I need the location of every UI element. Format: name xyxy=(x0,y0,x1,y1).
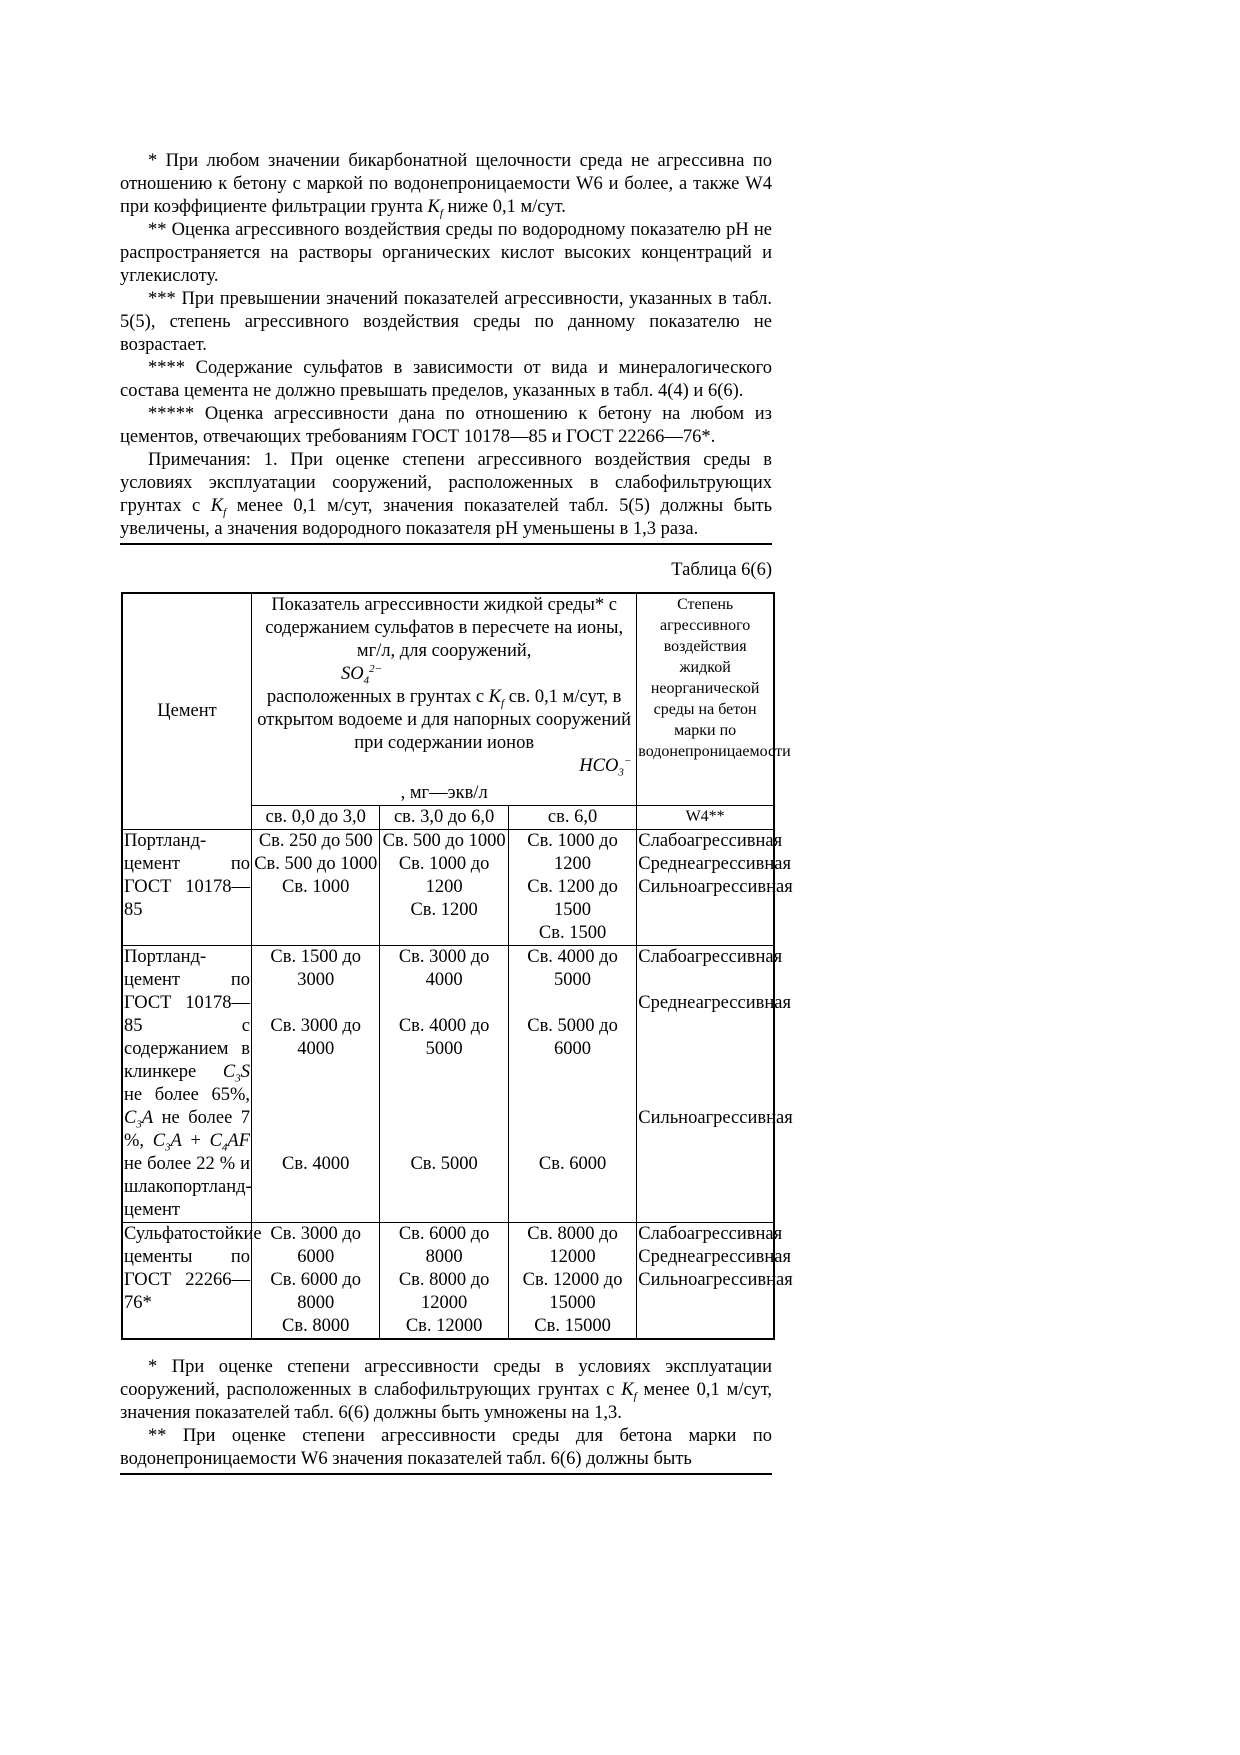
value-cell: Св. 3000 до 4000 Св. 4000 до 5000 Св. 5000 xyxy=(380,946,508,1223)
subcol-3: св. 6,0 xyxy=(508,806,636,830)
group-1 xyxy=(122,830,774,946)
sulfate-table xyxy=(121,592,793,1340)
header-degree: Степень агрессивного воздействия жидкой неорганической среды на бетон марки по водонепроницаемости xyxy=(637,593,774,806)
footnote-2: ** Оценка агрессивного воздействия среды по водородному показателю pH не распространяется на растворы органических кислот высоких концентраций и углекислоту. xyxy=(120,220,772,286)
table-footnotes xyxy=(120,1356,772,1475)
divider xyxy=(120,543,772,545)
table-footnote-2: ** При оценке степени агрессивности среды для бетона марки по водонепроницаемости W6 значения показателей табл. 6(6) должны быть xyxy=(120,1426,772,1469)
cement-name: Портланд-цемент по ГОСТ 10178—85 xyxy=(122,830,252,946)
cement-name: Портланд-цемент по ГОСТ 10178—85 с содержанием в клинкере $C_3S$ не более 65%, $C_3A$ не более 7 %, $C_3A + C_4AF$ не более 22 % и шлакопортланд-цемент xyxy=(122,946,252,1223)
footnote-1: * При любом значении бикарбонатной щелочности среда не агрессивна по отношению к бетону с маркой по водонепроницаемости W6 и более, а также W4 при коэффициенте фильтрации грунта $K_f$ ниже 0,1 м/сут. xyxy=(120,151,772,220)
document-column xyxy=(120,150,793,1475)
footnote-3: *** При превышении значений показателей агрессивности, указанных в табл. 5(5), степень агрессивного воздействия среды по данному показателю не возрастает. xyxy=(120,289,772,355)
degree-cell: Слабоагрессивная Среднеагрессивная Сильноагрессивная xyxy=(637,830,774,946)
footnote-5: ***** Оценка агрессивности дана по отношению к бетону на любом из цементов, отвечающих требованиям ГОСТ 10178—85 и ГОСТ 22266—76*. xyxy=(120,404,772,447)
cement-name: Сульфатостойкие цементы по ГОСТ 22266—76* xyxy=(122,1223,252,1340)
so4-formula: $SO_4^{2-}$ xyxy=(341,662,383,687)
bottom-divider xyxy=(120,1473,772,1475)
value-cell: Св. 500 до 1000 Св. 1000 до 1200 Св. 1200 xyxy=(380,830,508,946)
subcol-mark: W4** xyxy=(637,806,774,830)
value-cell: Св. 1500 до 3000 Св. 3000 до 4000 Св. 4000 xyxy=(252,946,380,1223)
subcol-1: св. 0,0 до 3,0 xyxy=(252,806,380,830)
value-cell: Св. 1000 до 1200 Св. 1200 до 1500 Св. 1500 xyxy=(508,830,636,946)
group-3 xyxy=(122,1223,774,1340)
value-cell: Св. 6000 до 8000 Св. 8000 до 12000 Св. 12000 xyxy=(380,1223,508,1340)
value-cell: Св. 3000 до 6000 Св. 6000 до 8000 Св. 8000 xyxy=(252,1223,380,1340)
value-cell: Св. 8000 до 12000 Св. 12000 до 15000 Св. 15000 xyxy=(508,1223,636,1340)
header-cement: Цемент xyxy=(122,593,252,830)
value-cell: Св. 4000 до 5000 Св. 5000 до 6000 Св. 6000 xyxy=(508,946,636,1223)
footnote-4: **** Содержание сульфатов в зависимости от вида и минералогического состава цемента не должно превышать пределов, указанных в табл. 4(4) и 6(6). xyxy=(120,358,772,401)
value-cell: Св. 250 до 500 Св. 500 до 1000 Св. 1000 xyxy=(252,830,380,946)
table-footnote-1: * При оценке степени агрессивности среды в условиях эксплуатации сооружений, расположенных в слабофильтрующих грунтах с $K_f$ менее 0,1 м/сут, значения показателей табл. 6(6) должны быть умножены на 1,3. xyxy=(120,1357,773,1423)
degree-cell: Слабоагрессивная Среднеагрессивная Сильноагрессивная xyxy=(637,1223,774,1340)
header-row xyxy=(122,593,774,806)
group-2 xyxy=(122,946,774,1223)
notes: Примечания: 1. При оценке степени агрессивного воздействия среды в условиях эксплуатации сооружений, расположенных в слабофильтрующих грунтах с $K_f$ менее 0,1 м/сут, значения показателей табл. 5(5) должны быть увеличены, а значения водородного показателя pH уменьшены в 1,3 раза. xyxy=(120,450,773,539)
kf-symbol: K xyxy=(427,197,440,217)
table-caption: Таблица 6(6) xyxy=(671,560,772,580)
hco3-formula: $HCO_3^-$ xyxy=(579,754,632,779)
subcol-2: св. 3,0 до 6,0 xyxy=(380,806,508,830)
degree-cell: Слабоагрессивная Среднеагрессивная Сильноагрессивная xyxy=(637,946,774,1223)
header-indicator: Показатель агрессивности жидкой среды* с содержанием сульфатов в пересчете на ионы, мг/л, для сооружений, $SO_4^{2-}$ расположенных в грунтах с $K_f$ св. 0,1 м/сут, в открытом водоеме и для напорных сооружений при содержании ионов $HCO_3^-$ , мг—экв/л xyxy=(252,593,637,806)
